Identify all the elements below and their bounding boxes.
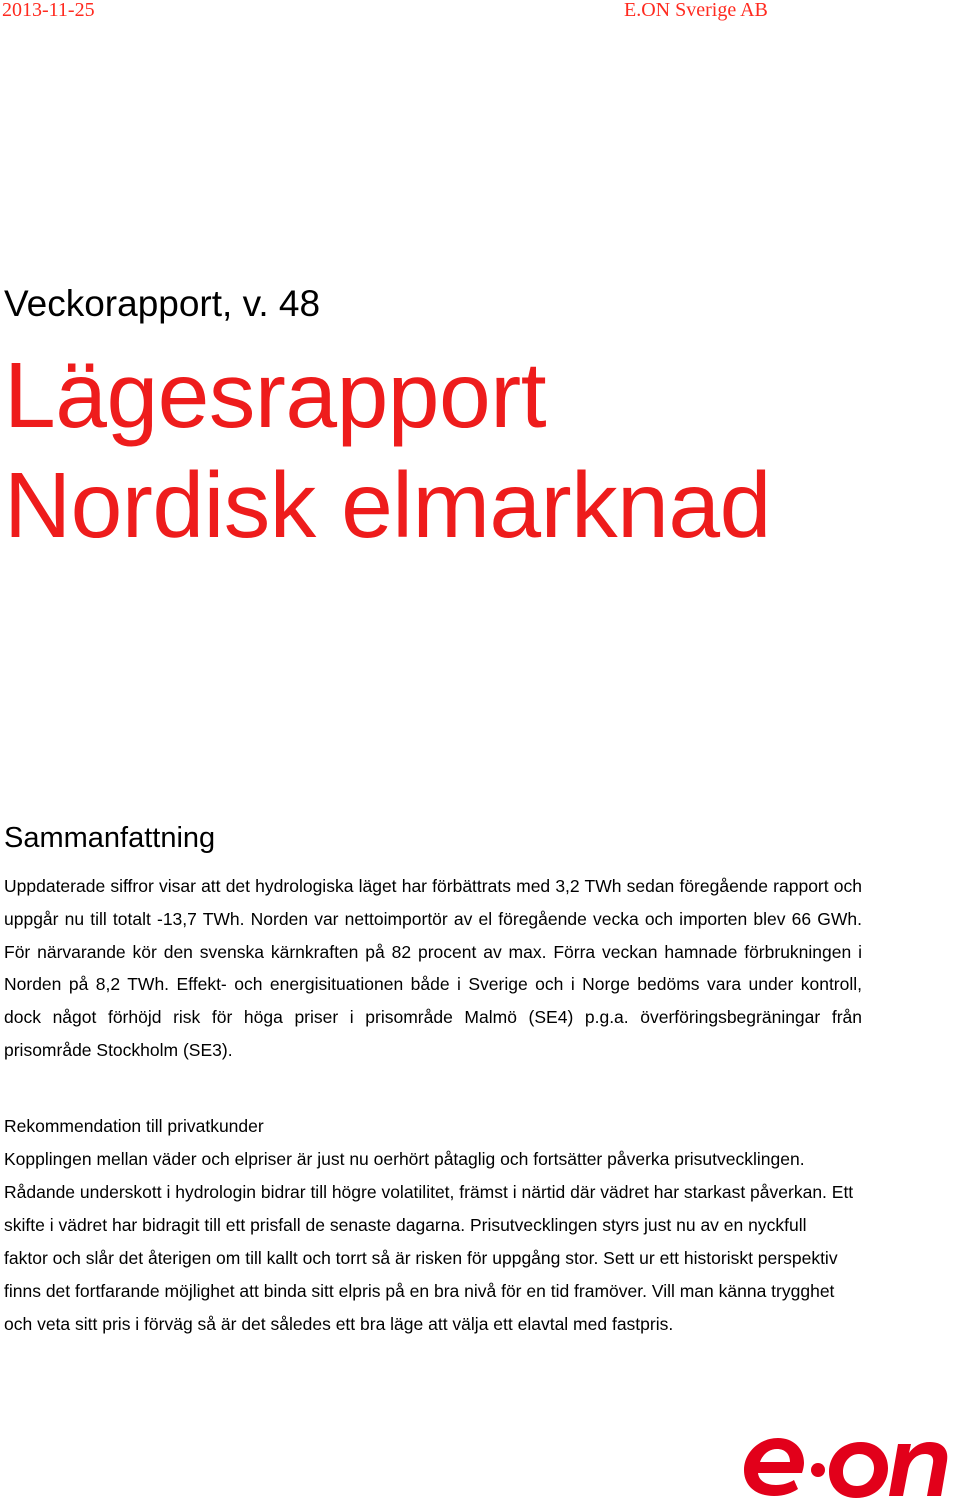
- report-title: [4, 340, 771, 560]
- report-subtitle: Veckorapport, v. 48: [4, 283, 321, 324]
- header-company: E.ON Sverige AB: [624, 0, 768, 21]
- header-date: 2013-11-25: [2, 0, 95, 21]
- recommendation-heading: Rekommendation till privatkunder: [4, 1116, 264, 1136]
- recommendation-paragraph: Kopplingen mellan väder och elpriser är just nu oerhört påtaglig och fortsätter påverka prisutvecklingen. Rådande underskott i hydrologin bidrar till högre volatilitet, främst i närtid där vädret har starkast påverkan. Ett skifte i vädret har bidragit till ett prisfall de senaste dagarna. Prisutvecklingen styrs just nu av en nyckfull faktor och slår det återigen om till kallt och torrt så är risken för uppgång stor. Sett ur ett historiskt perspektiv finns det fortfarande möjlighet att binda sitt elpris på en bra nivå för en tid framöver. Vill man känna trygghet och veta sitt pris i förväg så är det således ett bra läge att välja ett elavtal med fastpris.: [4, 1149, 854, 1334]
- report-title-line2: Nordisk elmarknad: [4, 453, 771, 557]
- summary-heading: Sammanfattning: [4, 822, 216, 854]
- eon-logo-icon: [738, 1428, 954, 1502]
- report-title-line1: Lägesrapport: [4, 343, 547, 447]
- summary-paragraph: Uppdaterade siffror visar att det hydrologiska läget har förbättrats med 3,2 TWh sedan föregående rapport och uppgår nu till totalt -13,7 TWh. Norden var nettoimportör av el föregående vecka och importen blev 66 GWh. För närvarande kör den svenska kärnkraften på 82 procent av max. Förra veckan hamnade förbrukningen i Norden på 8,2 TWh. Effekt- och energisituationen både i Sverige och i Norge bedöms vara under kontroll, dock något förhöjd risk för höga priser i prisområde Malmö (SE4) p.g.a. överföringsbegräningar från prisområde Stockholm (SE3).: [4, 876, 862, 1060]
